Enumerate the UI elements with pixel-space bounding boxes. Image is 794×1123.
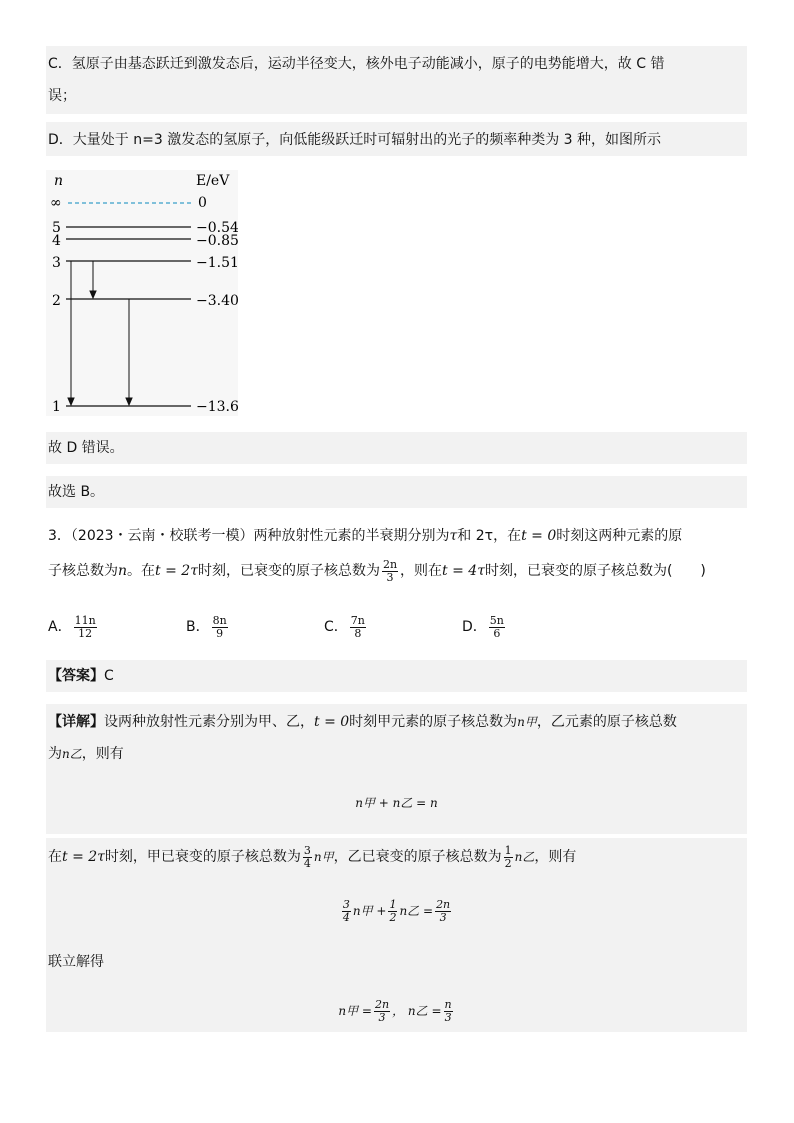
e-axis-label: E/eV xyxy=(196,173,230,189)
q3-l2-c: 。在 xyxy=(127,563,156,579)
eq2-mid1: n甲 + xyxy=(352,904,387,918)
q3-l2-h: 时刻，已衰变的原子核总数为( ) xyxy=(484,563,706,579)
q3-text-a: 3．（2023・云南・校联考一模）两种放射性元素的半衰期分别为 xyxy=(48,528,450,544)
detail-t2tau: t = 2τ xyxy=(62,849,105,865)
option-a-value: $\frac{11n}{12}$ xyxy=(74,613,96,640)
eq3-frac-n-3: $\frac{n}{3}$ xyxy=(444,998,452,1024)
option-d-value: $\frac{5n}{6}$ xyxy=(489,613,504,640)
band-answer xyxy=(46,660,747,692)
detail-l2-c: ，则有 xyxy=(81,746,124,762)
option-b[interactable] xyxy=(186,612,230,642)
eq2-mid2: n乙 = xyxy=(399,904,434,918)
eq2-frac-1-2: $\frac{1}{2}$ xyxy=(389,898,397,924)
answer xyxy=(48,666,114,686)
q3-tau: τ xyxy=(449,528,458,544)
q3-line2 xyxy=(48,556,706,586)
detail-line1 xyxy=(48,712,677,732)
equation-3 xyxy=(46,996,747,1026)
band-choice xyxy=(46,476,747,508)
solution-d-conclusion: 故 D 错误。 xyxy=(48,440,124,456)
detail-l1-a: 设两种放射性元素分别为甲、乙， xyxy=(104,714,314,730)
detail-l3-a: 在 xyxy=(48,849,62,865)
level-n-2: 2 xyxy=(52,293,61,309)
solve-label: 联立解得 xyxy=(48,954,104,970)
option-d[interactable] xyxy=(462,612,507,642)
level-e-2: −3.40 xyxy=(196,293,238,309)
detail-l3-nyi: n乙 xyxy=(514,850,535,864)
fraction-3-4: $\frac{3}{4}$ xyxy=(303,843,311,870)
option-c-value: $\frac{7n}{8}$ xyxy=(350,613,365,640)
solution-c-line2: 误； xyxy=(48,88,76,104)
transition-3-1 xyxy=(68,261,74,405)
choice-statement: 故选 B。 xyxy=(48,484,105,500)
detail-l3-njia: n甲 xyxy=(313,850,334,864)
q3-l2-f: ，则在 xyxy=(400,563,443,579)
detail-label: 【详解】 xyxy=(48,714,104,730)
eq2-frac-2n-3: $\frac{2n}{3}$ xyxy=(436,898,451,924)
answer-label: 【答案】 xyxy=(48,668,104,684)
transition-2-1 xyxy=(126,299,132,405)
level-e-3: −1.51 xyxy=(196,255,238,271)
q3-l2-a: 子核总数为 xyxy=(48,563,118,579)
level-e-4: −0.85 xyxy=(196,233,238,249)
detail-l2-a: 为 xyxy=(48,746,62,762)
level-n-5: 5 xyxy=(52,220,61,236)
detail-line3 xyxy=(48,842,576,872)
q3-t2tau: t = 2τ xyxy=(155,563,198,579)
q3-t0: t = 0 xyxy=(521,528,557,544)
equation-1: n甲 + n乙 = n xyxy=(355,796,438,810)
equation-2 xyxy=(46,896,747,926)
solution-d-line1: D．大量处于 n=3 激发态的氢原子，向低能级跃迁时可辐射出的光子的频率种类为 3 种，如图所示 xyxy=(48,132,661,148)
detail-l3-c: 时刻，甲已衰变的原子核总数为 xyxy=(104,849,301,865)
energy-level-svg xyxy=(46,170,238,416)
fraction-1-2: $\frac{1}{2}$ xyxy=(504,843,512,870)
option-d-label: D． xyxy=(462,619,487,635)
level-e-1: −13.6 xyxy=(196,399,238,415)
detail-t0: t = 0 xyxy=(314,714,350,730)
energy-level-diagram xyxy=(46,170,238,416)
level-n-4: 4 xyxy=(52,233,61,249)
q3-text-e: 时刻这两种元素的原 xyxy=(556,528,683,544)
level-e-5: −0.54 xyxy=(196,220,238,236)
option-a-label: A． xyxy=(48,619,72,635)
q3-t4tau: t = 4τ xyxy=(442,563,485,579)
answer-value: C xyxy=(104,668,114,684)
n-axis-label: n xyxy=(54,173,64,189)
detail-line2 xyxy=(48,744,124,764)
detail-l3-g: ，则有 xyxy=(534,849,577,865)
transition-3-2 xyxy=(90,261,96,298)
option-c[interactable] xyxy=(324,612,368,642)
level-e-inf: 0 xyxy=(198,195,207,211)
q3-n: n xyxy=(118,563,128,579)
level-n-inf: ∞ xyxy=(50,195,62,211)
detail-n-yi: n乙 xyxy=(62,747,82,761)
level-n-3: 3 xyxy=(52,255,61,271)
eq3-a: n甲 = xyxy=(338,1004,372,1018)
detail-l1-c: 时刻甲元素的原子核总数为 xyxy=(349,714,518,730)
eq3-frac-2n-3: $\frac{2n}{3}$ xyxy=(375,998,390,1024)
option-b-value: $\frac{8n}{9}$ xyxy=(212,613,227,640)
option-a[interactable] xyxy=(48,612,99,642)
option-b-label: B． xyxy=(186,619,210,635)
detail-n-jia: n甲 xyxy=(517,715,537,729)
q3-l2-e: 时刻，已衰变的原子核总数为 xyxy=(197,563,380,579)
q3-fraction-2n3: $\frac{2n}{3}$ xyxy=(382,557,398,584)
eq3-b: ， n乙 = xyxy=(392,1004,442,1018)
q3-line1 xyxy=(48,526,682,546)
detail-l3-e: ，乙已衰变的原子核总数为 xyxy=(333,849,502,865)
q3-text-c: 和 2τ，在 xyxy=(457,528,522,544)
detail-l1-e: ，乙元素的原子核总数 xyxy=(536,714,677,730)
solution-c-line1: C．氢原子由基态跃迁到激发态后，运动半径变大，核外电子动能减小，原子的电势能增大，故 C 错 xyxy=(48,56,665,72)
option-c-label: C． xyxy=(324,619,348,635)
band-d-concl xyxy=(46,432,747,464)
eq2-frac-3-4: $\frac{3}{4}$ xyxy=(342,898,350,924)
level-n-1: 1 xyxy=(52,399,61,415)
